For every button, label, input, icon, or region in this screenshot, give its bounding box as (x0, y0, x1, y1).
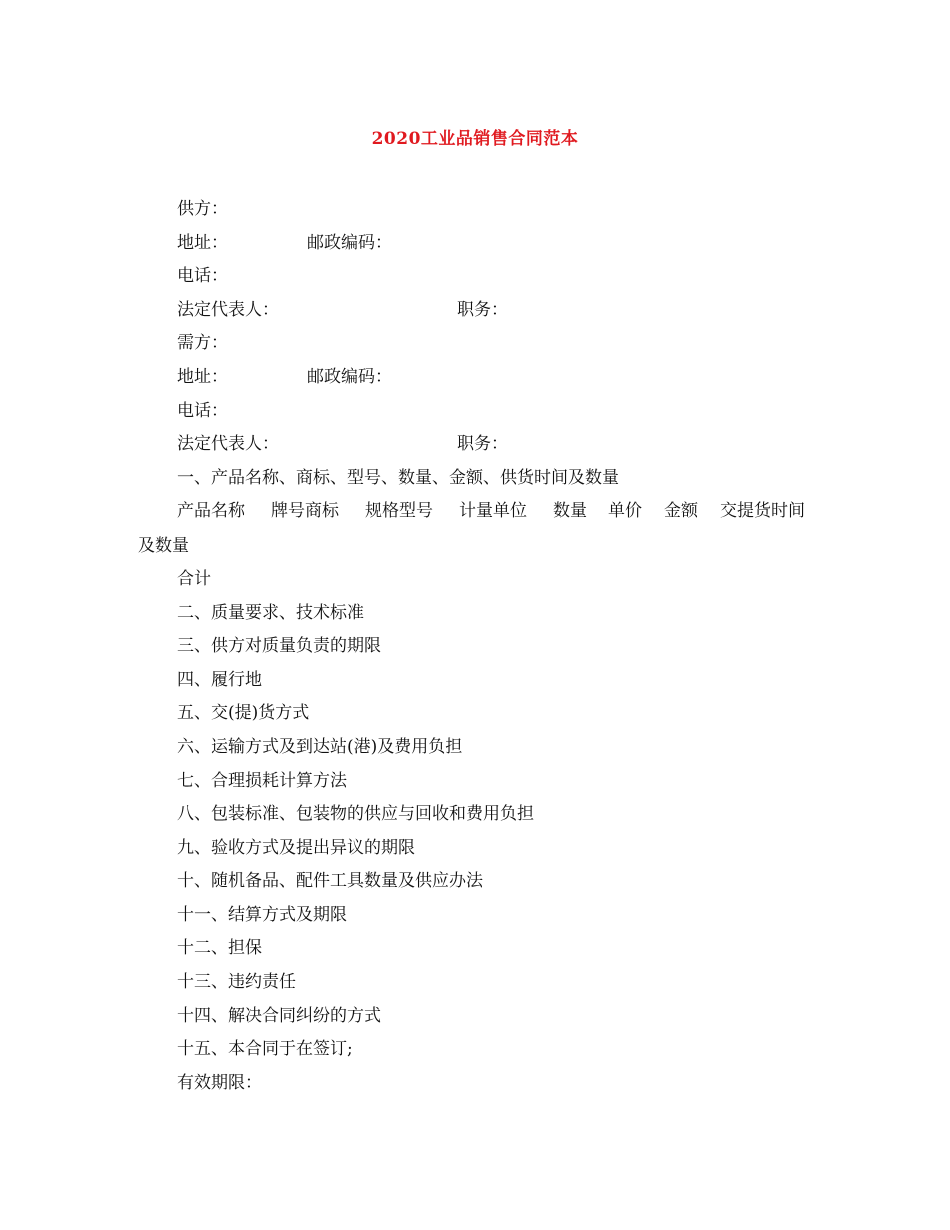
supplier-postcode-label: 邮政编码： (307, 232, 392, 253)
buyer-label: 需方： (177, 333, 228, 354)
supplier-phone-label: 电话： (177, 266, 228, 287)
section1-heading: 一、产品名称、商标、型号、数量、金额、供货时间及数量 (177, 467, 619, 488)
table-header-cell: 牌号商标 (271, 501, 339, 522)
clause-item: 二、质量要求、技术标准 (177, 602, 364, 623)
clause-item: 六、运输方式及到达站(港)及费用负担 (177, 736, 463, 757)
document-body (138, 193, 828, 1100)
supplier-address-label: 地址： (177, 232, 228, 253)
total-label: 合计 (177, 568, 211, 589)
buyer-phone-label: 电话： (177, 400, 228, 421)
document-title: 2020工业品销售合同范本 (371, 129, 579, 149)
supplier-rep-line (138, 294, 828, 328)
supplier-phone-line (138, 260, 828, 294)
clause-item: 八、包装标准、包装物的供应与回收和费用负担 (177, 804, 534, 825)
clause-item: 七、合理损耗计算方法 (177, 770, 347, 791)
table-header-row (138, 495, 828, 529)
buyer-postcode-label: 邮政编码： (307, 366, 392, 387)
buyer-rep-label: 法定代表人： (177, 434, 279, 455)
supplier-rep-label: 法定代表人： (177, 299, 279, 320)
buyer-position-label: 职务： (457, 434, 508, 455)
clause-item: 三、供方对质量负责的期限 (177, 636, 381, 657)
clause-item: 十、随机备品、配件工具数量及供应办法 (177, 871, 483, 892)
clause-item: 十一、结算方式及期限 (177, 904, 347, 925)
clause-item: 五、交(提)货方式 (177, 703, 310, 724)
supplier-line (138, 193, 828, 227)
clause-item: 十二、担保 (177, 938, 262, 959)
clause-item: 十五、本合同于在签订; (177, 1039, 353, 1060)
table-header-cell: 单价 (608, 501, 642, 522)
buyer-address-line (138, 361, 828, 395)
table-header-cell: 规格型号 (365, 501, 433, 522)
table-header-cell: 数量 (553, 501, 587, 522)
clause-item: 十四、解决合同纠纷的方式 (177, 1005, 381, 1026)
table-header-cell: 金额 (664, 501, 698, 522)
clause-item: 九、验收方式及提出异议的期限 (177, 837, 415, 858)
table-header-cell: 计量单位 (459, 501, 527, 522)
table-header-cell: 交提货时间 (720, 501, 805, 522)
validity-label: 有效期限： (177, 1072, 262, 1093)
clause-item: 四、履行地 (177, 669, 262, 690)
supplier-position-label: 职务： (457, 299, 508, 320)
table-header-cell: 产品名称 (177, 501, 245, 522)
supplier-label: 供方： (177, 199, 228, 219)
buyer-line (138, 327, 828, 361)
buyer-phone-line (138, 395, 828, 429)
table-header-wrap: 及数量 (138, 535, 189, 556)
buyer-address-label: 地址： (177, 366, 228, 387)
buyer-rep-line (138, 428, 828, 462)
clause-item: 十三、违约责任 (177, 972, 296, 993)
supplier-address-line (138, 227, 828, 261)
